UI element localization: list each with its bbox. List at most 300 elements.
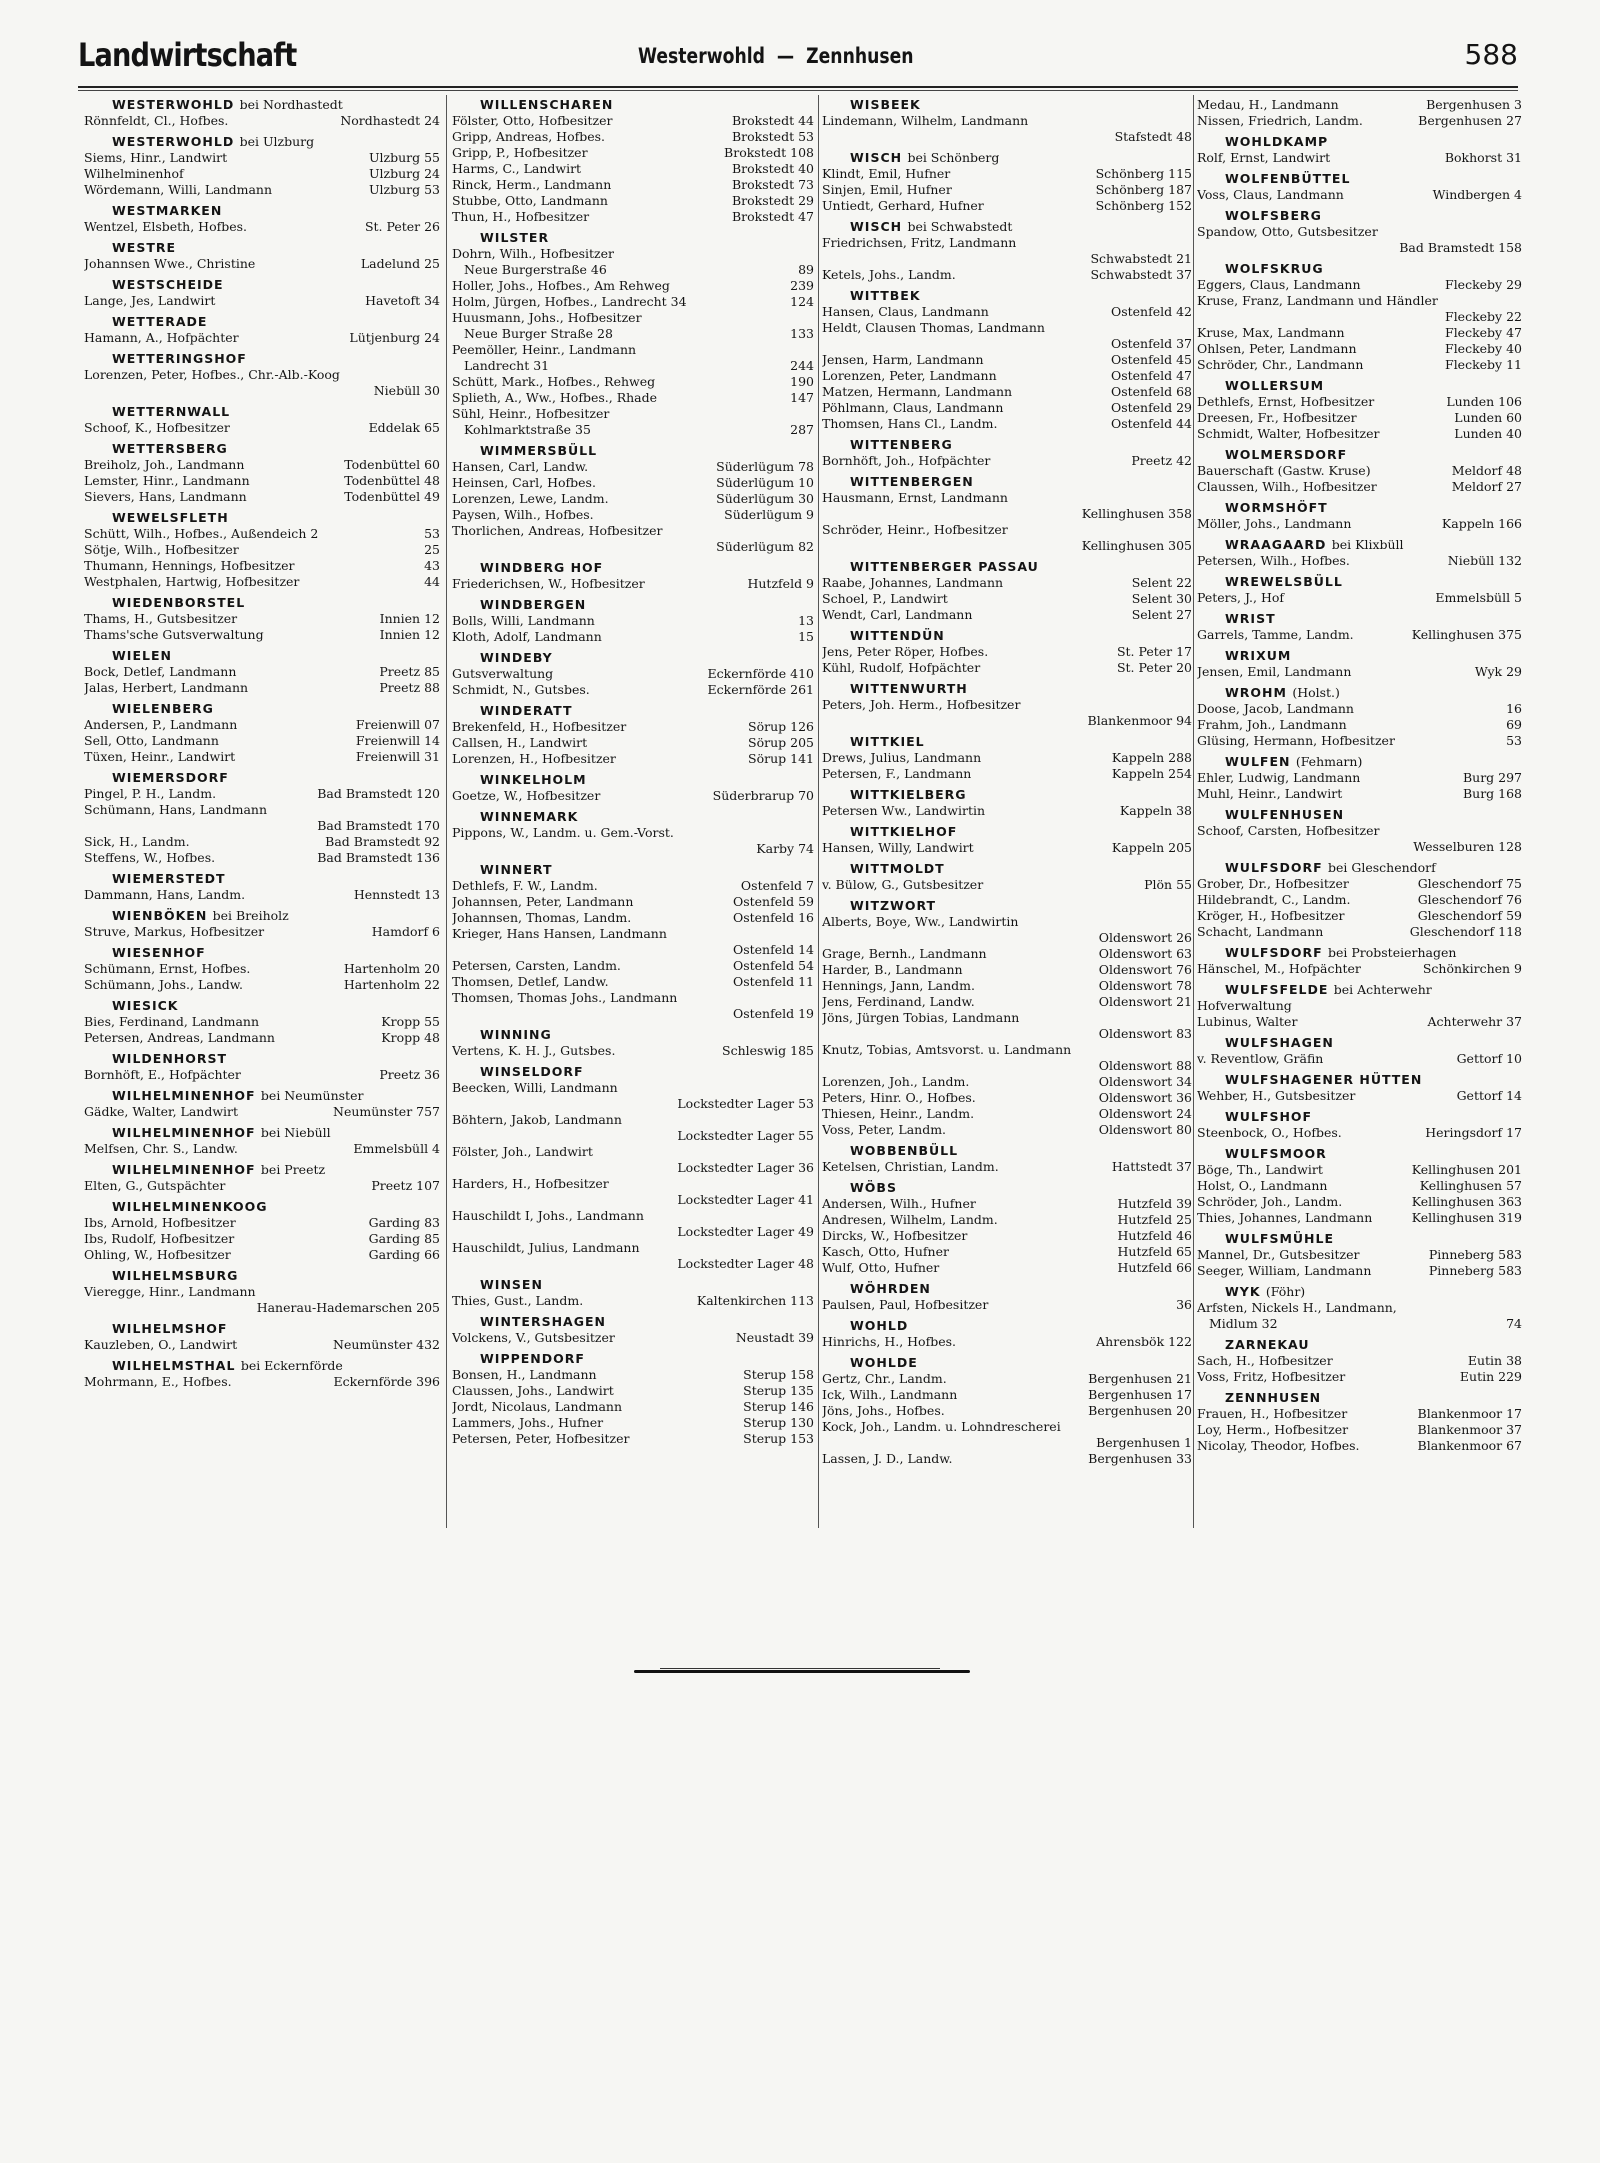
place-qualifier: bei Niebüll [260, 1125, 331, 1140]
place-block [84, 441, 440, 505]
directory-entry [84, 256, 440, 272]
place-heading [1225, 860, 1522, 876]
directory-entry [452, 358, 814, 374]
entry-name: Glüsing, Hermann, Hofbesitzer [1197, 733, 1395, 748]
directory-entry [1197, 224, 1522, 240]
place-heading [112, 277, 440, 293]
entry-phone: Ostenfeld 54 [732, 958, 814, 973]
place-name: WOLFSBERG [1225, 208, 1322, 223]
entry-name: Lubinus, Walter [1197, 1014, 1298, 1029]
entry-phone: Ahrensbök 122 [1096, 1334, 1192, 1349]
place-name: WOLFSKRUG [1225, 261, 1324, 276]
entry-name: Schacht, Landmann [1197, 924, 1324, 939]
place-name: WITTKIELBERG [850, 787, 967, 802]
entry-phone: Oldenswort 34 [1098, 1074, 1192, 1089]
directory-entry [822, 384, 1192, 400]
place-name: WINKELHOLM [480, 772, 587, 787]
entry-phone: Pinneberg 583 [1428, 1247, 1522, 1262]
entry-name: Muhl, Heinr., Landwirt [1197, 786, 1343, 801]
place-block [84, 595, 440, 643]
entry-phone: Kappeln 288 [1111, 750, 1192, 765]
entry-name: Voss, Peter, Landm. [822, 1122, 947, 1137]
directory-entry [452, 310, 814, 326]
entry-phone: Oldenswort 63 [1098, 946, 1192, 961]
entry-phone: Todenbüttel 60 [344, 457, 440, 472]
place-block [1197, 860, 1522, 940]
entry-name: Schoof, Carsten, Hofbesitzer [1197, 823, 1380, 838]
place-name: WIPPENDORF [480, 1351, 585, 1366]
directory-entry [84, 1030, 440, 1046]
place-block [822, 861, 1192, 893]
directory-entry [84, 717, 440, 733]
entry-phone: Niebüll 30 [373, 383, 440, 398]
place-name: WITTENBERGER PASSAU [850, 559, 1039, 574]
place-block [84, 648, 440, 696]
place-block [452, 650, 814, 698]
directory-entry [822, 575, 1192, 591]
entry-phone: 53 [1506, 733, 1522, 748]
place-name: WIESICK [112, 998, 179, 1013]
place-block [822, 97, 1192, 145]
directory-entry [452, 1128, 814, 1144]
entry-name: Hennings, Jann, Landm. [822, 978, 975, 993]
directory-entry [84, 850, 440, 866]
directory-entry [1197, 426, 1522, 442]
entry-name: Pingel, P. H., Landm. [84, 786, 217, 801]
directory-entry [1197, 908, 1522, 924]
directory-entry [452, 1160, 814, 1176]
entry-phone: Hartenholm 20 [343, 961, 440, 976]
directory-entry [822, 251, 1192, 267]
place-name: WULFSFELDE [1225, 982, 1329, 997]
place-name: WILDENHORST [112, 1051, 228, 1066]
place-heading [1225, 1072, 1522, 1088]
entry-phone: Bergenhusen 17 [1088, 1387, 1192, 1402]
entry-name: Spandow, Otto, Gutsbesitzer [1197, 224, 1378, 239]
place-heading [112, 240, 440, 256]
directory-entry [84, 1141, 440, 1157]
entry-name: Arfsten, Nickels H., Landmann, [1197, 1300, 1397, 1315]
entry-name: Sühl, Heinr., Hofbesitzer [452, 406, 610, 421]
directory-entry [1197, 150, 1522, 166]
place-block [822, 437, 1192, 469]
directory-entry [452, 1256, 814, 1272]
entry-name: Schmidt, N., Gutsbes. [452, 682, 590, 697]
place-name: ZENNHUSEN [1225, 1390, 1322, 1405]
place-heading [480, 443, 814, 459]
entry-name: Peemöller, Heinr., Landmann [452, 342, 637, 357]
directory-entry [822, 267, 1192, 283]
entry-phone: Plön 55 [1144, 877, 1192, 892]
place-name: WITTENDÜN [850, 628, 945, 643]
entry-name: Böge, Th., Landwirt [1197, 1162, 1323, 1177]
place-block [1197, 1284, 1522, 1332]
entry-phone: Fleckeby 22 [1445, 309, 1522, 324]
place-name: WIESENHOF [112, 945, 206, 960]
place-heading [112, 998, 440, 1014]
directory-entry [452, 613, 814, 629]
entry-name: Schümann, Ernst, Hofbes. [84, 961, 251, 976]
entry-name: Johannsen, Thomas, Landm. [452, 910, 632, 925]
entry-name: Petersen Ww., Landwirtin [822, 803, 986, 818]
place-block [84, 998, 440, 1046]
entry-phone: Süderlügum 10 [716, 475, 814, 490]
directory-entry [1197, 590, 1522, 606]
place-heading [480, 560, 814, 576]
directory-entry [84, 457, 440, 473]
place-heading [1225, 1284, 1522, 1300]
entry-name: Sötje, Wilh., Hofbesitzer [84, 542, 239, 557]
place-block [822, 734, 1192, 782]
directory-entry [822, 1334, 1192, 1350]
entry-name: Vertens, K. H. J., Gutsbes. [452, 1043, 616, 1058]
entry-phone: Pinneberg 583 [1428, 1263, 1522, 1278]
directory-entry [84, 473, 440, 489]
place-qualifier: bei Nordhastedt [239, 97, 343, 112]
entry-name: Knutz, Tobias, Amtsvorst. u. Landmann [822, 1042, 1072, 1057]
place-block [84, 510, 440, 590]
entry-phone: Todenbüttel 49 [344, 489, 440, 504]
place-heading [480, 1027, 814, 1043]
directory-entry [84, 558, 440, 574]
place-name: WILHELMINENHOF [112, 1162, 256, 1177]
directory-entry [452, 1399, 814, 1415]
entry-phone: Heringsdorf 17 [1425, 1125, 1522, 1140]
entry-name: Elten, G., Gutspächter [84, 1178, 226, 1193]
place-heading [850, 559, 1192, 575]
directory-entry [822, 978, 1192, 994]
place-heading [480, 703, 814, 719]
entry-name: Doose, Jacob, Landmann [1197, 701, 1354, 716]
entry-name: Hamann, A., Hofpächter [84, 330, 239, 345]
directory-entry [1197, 1162, 1522, 1178]
entry-name: Jordt, Nicolaus, Landmann [452, 1399, 623, 1414]
entry-name: Ohling, W., Hofbesitzer [84, 1247, 231, 1262]
directory-entry [1197, 293, 1522, 309]
directory-entry [822, 1010, 1192, 1026]
directory-column-2 [452, 97, 814, 1527]
entry-name: Schröder, Joh., Landm. [1197, 1194, 1343, 1209]
directory-entry [84, 733, 440, 749]
directory-entry [452, 990, 814, 1006]
entry-name: Kühl, Rudolf, Hofpächter [822, 660, 981, 675]
entry-phone: Fleckeby 40 [1445, 341, 1522, 356]
place-qualifier: (Fehmarn) [1295, 754, 1363, 769]
place-name: WINDERATT [480, 703, 573, 718]
entry-phone: 239 [790, 278, 814, 293]
entry-name: Dethlefs, F. W., Landm. [452, 878, 598, 893]
place-name: WITTKIEL [850, 734, 925, 749]
place-name: WÖBS [850, 1180, 897, 1195]
directory-entry [822, 644, 1192, 660]
entry-name: Schümann, Johs., Landw. [84, 977, 243, 992]
place-name: WORMSHÖFT [1225, 500, 1328, 515]
entry-name: Paulsen, Paul, Hofbesitzer [822, 1297, 989, 1312]
place-heading [1225, 574, 1522, 590]
entry-phone: Wyk 29 [1474, 664, 1522, 679]
place-heading [112, 441, 440, 457]
entry-name: Andersen, P., Landmann [84, 717, 238, 732]
entry-phone: 287 [790, 422, 814, 437]
entry-name: Mannel, Dr., Gutsbesitzer [1197, 1247, 1360, 1262]
place-block [84, 277, 440, 309]
entry-name: Petersen, Peter, Hofbesitzer [452, 1431, 630, 1446]
place-name: WINNERT [480, 862, 553, 877]
directory-entry [1197, 394, 1522, 410]
entry-phone: Gleschendorf 76 [1417, 892, 1522, 907]
entry-phone: Kappeln 205 [1111, 840, 1192, 855]
entry-name: Hansen, Willy, Landwirt [822, 840, 974, 855]
place-block [822, 824, 1192, 856]
place-block [1197, 648, 1522, 680]
directory-entry [1197, 786, 1522, 802]
place-block [822, 1143, 1192, 1175]
entry-name: Hansen, Claus, Landmann [822, 304, 989, 319]
entry-phone: Innien 12 [379, 611, 440, 626]
place-block [1197, 261, 1522, 373]
place-heading [112, 908, 440, 924]
place-heading [1225, 807, 1522, 823]
entry-phone: Hennstedt 13 [353, 887, 440, 902]
place-block [84, 351, 440, 399]
column-divider [1193, 95, 1194, 1528]
directory-entry [452, 788, 814, 804]
directory-entry [452, 1415, 814, 1431]
entry-phone: Oldenswort 78 [1098, 978, 1192, 993]
entry-phone: Kellinghusen 201 [1411, 1162, 1522, 1177]
entry-name: Splieth, A., Ww., Hofbes., Rhade [452, 390, 658, 405]
place-block [1197, 1072, 1522, 1104]
directory-entry [822, 352, 1192, 368]
entry-name: Bornhöft, E., Hofpächter [84, 1067, 241, 1082]
entry-name: Thiesen, Heinr., Landm. [822, 1106, 975, 1121]
entry-phone: Hutzfeld 65 [1117, 1244, 1192, 1259]
directory-entry [1197, 701, 1522, 717]
place-block [84, 1358, 440, 1390]
place-block [84, 97, 440, 129]
entry-phone: Hutzfeld 66 [1117, 1260, 1192, 1275]
place-heading [1225, 1231, 1522, 1247]
entry-phone: Brokstedt 53 [731, 129, 814, 144]
entry-name: Petersen, Andreas, Landmann [84, 1030, 275, 1045]
entry-phone: Hutzfeld 46 [1117, 1228, 1192, 1243]
entry-phone: Brokstedt 47 [731, 209, 814, 224]
entry-name: Kloth, Adolf, Landmann [452, 629, 602, 644]
place-heading [850, 150, 1192, 166]
directory-entry [1197, 876, 1522, 892]
entry-name: Mohrmann, E., Hofbes. [84, 1374, 232, 1389]
directory-entry [452, 1293, 814, 1309]
page-header [78, 32, 1518, 82]
directory-entry [452, 278, 814, 294]
entry-name: Harders, H., Hofbesitzer [452, 1176, 609, 1191]
entry-name: Heldt, Clausen Thomas, Landmann [822, 320, 1045, 335]
place-name: ZARNEKAU [1225, 1337, 1310, 1352]
entry-name: Sinjen, Emil, Hufner [822, 182, 952, 197]
entry-phone: Schönberg 152 [1095, 198, 1192, 213]
place-block [1197, 807, 1522, 855]
entry-phone: Hutzfeld 9 [747, 576, 814, 591]
place-block [1197, 1390, 1522, 1454]
place-name: WULFSMÜHLE [1225, 1231, 1334, 1246]
entry-name: Dammann, Hans, Landm. [84, 887, 246, 902]
directory-entry [452, 719, 814, 735]
entry-name: Lorenzen, H., Hofbesitzer [452, 751, 616, 766]
entry-phone: Gleschendorf 75 [1417, 876, 1522, 891]
place-heading [480, 97, 814, 113]
directory-entry [822, 490, 1192, 506]
entry-name: Hofverwaltung [1197, 998, 1292, 1013]
directory-entry [1197, 839, 1522, 855]
place-name: WITTENBERG [850, 437, 953, 452]
directory-entry [1197, 479, 1522, 495]
place-heading [112, 97, 440, 113]
entry-name: Midlum 32 [1209, 1316, 1278, 1331]
directory-entry [822, 1106, 1192, 1122]
directory-entry [1197, 1263, 1522, 1279]
place-block [822, 681, 1192, 729]
place-heading [1225, 378, 1522, 394]
entry-phone: 74 [1506, 1316, 1522, 1331]
entry-phone: Preetz 85 [379, 664, 440, 679]
directory-entry [452, 666, 814, 682]
place-heading [112, 1162, 440, 1178]
header-rule [78, 86, 1518, 88]
directory-entry [822, 1451, 1192, 1467]
place-block [84, 1268, 440, 1316]
entry-phone: Sterup 130 [743, 1415, 814, 1430]
place-heading [480, 862, 814, 878]
place-heading [480, 1351, 814, 1367]
entry-name: Wendt, Carl, Landmann [822, 607, 973, 622]
place-block [1197, 1337, 1522, 1385]
entry-name: Lindemann, Wilhelm, Landmann [822, 113, 1029, 128]
entry-name: Schoel, P., Landwirt [822, 591, 948, 606]
entry-name: Möller, Johs., Landmann [1197, 516, 1352, 531]
entry-phone: Garding 83 [368, 1215, 440, 1230]
entry-phone: Gleschendorf 59 [1417, 908, 1522, 923]
entry-name: Wördemann, Willi, Landmann [84, 182, 273, 197]
entry-name: Voss, Claus, Landmann [1197, 187, 1344, 202]
place-heading [112, 1088, 440, 1104]
directory-entry [822, 1074, 1192, 1090]
entry-phone: Gettorf 10 [1456, 1051, 1522, 1066]
place-block [822, 150, 1192, 214]
place-name: WINDBERGEN [480, 597, 587, 612]
entry-phone: Kellinghusen 305 [1081, 538, 1192, 553]
directory-entry [452, 507, 814, 523]
entry-name: Loy, Herm., Hofbesitzer [1197, 1422, 1349, 1437]
place-heading [1225, 1035, 1522, 1051]
directory-entry [1197, 1353, 1522, 1369]
place-heading [1225, 1337, 1522, 1353]
place-block [84, 908, 440, 940]
directory-entry [452, 177, 814, 193]
place-name: WINNEMARK [480, 809, 579, 824]
place-heading [480, 597, 814, 613]
entry-name: Vieregge, Hinr., Landmann [84, 1284, 256, 1299]
directory-entry [822, 1371, 1192, 1387]
place-name: WILLENSCHAREN [480, 97, 614, 112]
entry-name: Harms, C., Landwirt [452, 161, 582, 176]
entry-name: Thies, Gust., Landm. [452, 1293, 584, 1308]
directory-entry [822, 607, 1192, 623]
place-name: WITTMOLDT [850, 861, 945, 876]
entry-name: Tüxen, Heinr., Landwirt [84, 749, 236, 764]
place-block [84, 134, 440, 198]
entry-name: Schröder, Chr., Landmann [1197, 357, 1364, 372]
entry-phone: Blankenmoor 37 [1417, 1422, 1522, 1437]
directory-entry [452, 491, 814, 507]
place-name: WISCH [850, 219, 903, 234]
entry-name: Steenbock, O., Hofbes. [1197, 1125, 1342, 1140]
entry-name: Pippons, W., Landm. u. Gem.-Vorst. [452, 825, 674, 840]
directory-entry [84, 219, 440, 235]
place-heading [1225, 1109, 1522, 1125]
place-name: WESTSCHEIDE [112, 277, 224, 292]
place-block [822, 787, 1192, 819]
entry-name: Hausmann, Ernst, Landmann [822, 490, 1008, 505]
entry-phone: Bad Bramstedt 92 [325, 834, 440, 849]
directory-entry [1197, 1125, 1522, 1141]
entry-name: Kasch, Otto, Hufner [822, 1244, 949, 1259]
entry-phone: Ostenfeld 11 [732, 974, 814, 989]
place-name: WIEMERSDORF [112, 770, 229, 785]
directory-entry [84, 1231, 440, 1247]
alphabetic-range: Westerwohld — Zennhusen [638, 44, 914, 68]
entry-name: Hänschel, M., Hofpächter [1197, 961, 1361, 976]
directory-entry [452, 523, 814, 539]
entry-name: v. Bülow, G., Gutsbesitzer [822, 877, 984, 892]
place-heading [850, 1318, 1192, 1334]
directory-entry [84, 1067, 440, 1083]
place-heading [850, 1143, 1192, 1159]
directory-entry [84, 1300, 440, 1316]
entry-name: Andresen, Wilhelm, Landm. [822, 1212, 998, 1227]
entry-phone: Ostenfeld 7 [740, 878, 814, 893]
place-name: WOLMERSDORF [1225, 447, 1348, 462]
entry-phone: Eckernförde 261 [707, 682, 814, 697]
entry-name: Volckens, V., Gutsbesitzer [452, 1330, 615, 1345]
entry-phone: Nordhastedt 24 [340, 113, 440, 128]
entry-phone: Lütjenburg 24 [349, 330, 440, 345]
directory-entry [452, 539, 814, 555]
entry-name: Jens, Peter Röper, Hofbes. [822, 644, 989, 659]
place-block [822, 474, 1192, 554]
place-heading [112, 1358, 440, 1374]
place-name: WIEDENBORSTEL [112, 595, 246, 610]
place-heading [1225, 945, 1522, 961]
directory-entry [84, 1247, 440, 1263]
directory-entry [84, 150, 440, 166]
directory-entry [84, 113, 440, 129]
end-of-page-rule [634, 1670, 970, 1673]
place-block [822, 1281, 1192, 1313]
entry-phone: 190 [790, 374, 814, 389]
entry-phone: Lockstedter Lager 36 [677, 1160, 814, 1175]
entry-name: Böhtern, Jakob, Landmann [452, 1112, 622, 1127]
place-block [452, 1314, 814, 1346]
column-divider [818, 95, 819, 1528]
place-block [452, 597, 814, 645]
entry-phone: Lockstedter Lager 49 [677, 1224, 814, 1239]
entry-name: Melfsen, Chr. S., Landw. [84, 1141, 238, 1156]
directory-entry [452, 406, 814, 422]
entry-name: Alberts, Boye, Ww., Landwirtin [822, 914, 1019, 929]
directory-entry [452, 1192, 814, 1208]
entry-phone: Kappeln 38 [1119, 803, 1192, 818]
directory-entry [452, 910, 814, 926]
